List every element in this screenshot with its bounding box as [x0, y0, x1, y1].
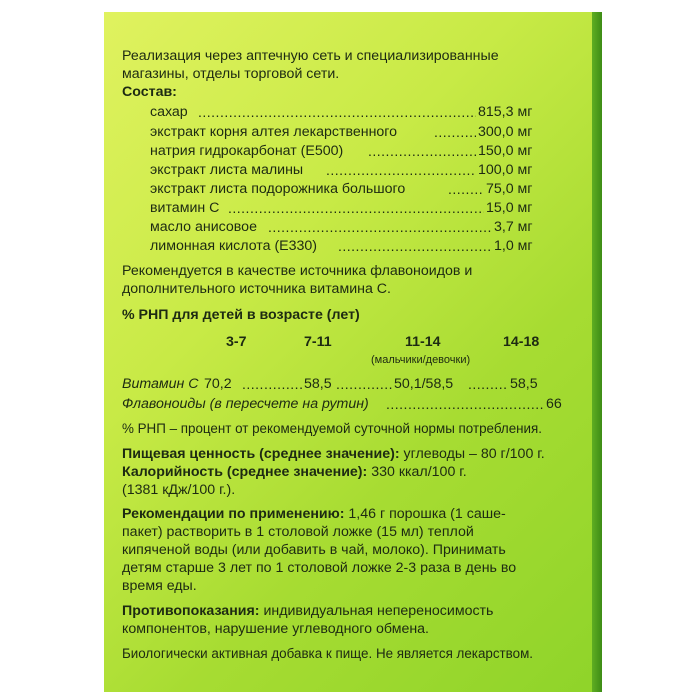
usage-line-2: пакет) растворить в 1 столовой ложке (15 мл) теплой [122, 524, 474, 540]
leader-dots [228, 200, 484, 216]
usage-line-5: время еды. [122, 578, 197, 594]
vitamin-c-7-11: 58,5 [304, 376, 332, 392]
ingredient-amount: 3,7 мг [494, 219, 533, 235]
vitamin-c-label: Витамин С [122, 376, 199, 392]
usage-text: 1,46 г порошка (1 саше- [344, 506, 506, 522]
rnp-header: % РНП для детей в возрасте (лет) [122, 307, 360, 323]
leader-dots [242, 376, 302, 392]
usage-label: Рекомендации по применению: [122, 506, 345, 522]
ingredient-amount: 150,0 мг [478, 143, 533, 159]
ingredient-amount: 1,0 мг [494, 238, 533, 254]
nutrition-label: Пищевая ценность (среднее значение): [122, 446, 400, 462]
recommend-line-1: Рекомендуется в качестве источника флавоноидов и [122, 263, 473, 279]
ingredient-name: экстракт листа малины [150, 162, 304, 178]
calories-line [122, 464, 467, 480]
package-side-edge [592, 12, 602, 692]
leader-dots [448, 181, 484, 197]
intro-line-2: магазины, отделы торговой сети. [122, 66, 340, 82]
contra-line-1 [122, 603, 493, 619]
ingredient-amount: 300,0 мг [478, 124, 533, 140]
ingredient-name: лимонная кислота (Е330) [150, 238, 318, 254]
ingredient-amount: 100,0 мг [478, 162, 533, 178]
usage-line-1 [122, 506, 506, 522]
contra-label: Противопоказания: [122, 603, 260, 619]
rnp-note: % РНП – процент от рекомендуемой суточной нормы потребления. [122, 421, 543, 436]
leader-dots [434, 124, 476, 140]
nutrition-line [122, 446, 545, 462]
leader-dots [386, 396, 544, 412]
age-7-11: 7-11 [304, 334, 332, 350]
calories-line-2: (1381 кДж/100 г.). [122, 482, 236, 498]
calories-value: 330 ккал/100 г. [367, 464, 467, 480]
ingredient-name: масло анисовое [150, 219, 257, 235]
flavonoids-label: Флавоноиды (в пересчете на рутин) [122, 396, 369, 412]
ingredient-name: сахар [150, 104, 188, 120]
ingredient-name: экстракт корня алтея лекарственного [150, 124, 398, 140]
ingredient-name: экстракт листа подорожника большого [150, 181, 406, 197]
contra-text: индивидуальная непереносимость [259, 603, 494, 619]
ingredient-name: витамин С [150, 200, 220, 216]
age-14-18: 14-18 [503, 334, 540, 350]
leader-dots [338, 238, 492, 254]
ingredient-name: натрия гидрокарбонат (Е500) [150, 143, 344, 159]
ages-note: (мальчики/девочки) [371, 354, 471, 366]
age-11-14: 11-14 [405, 334, 441, 350]
vitamin-c-3-7: 70,2 [204, 376, 232, 392]
leader-dots [198, 104, 476, 120]
footer-note: Биологически активная добавка к пище. Не является лекарством. [122, 646, 534, 661]
vitamin-c-11-14: 50,1/58,5 [394, 376, 454, 392]
vitamin-c-14-18: 58,5 [510, 376, 538, 392]
composition-title: Состав: [122, 84, 177, 100]
recommend-line-2: дополнительного источника витамина С. [122, 281, 391, 297]
leader-dots [468, 376, 508, 392]
usage-line-4: детям старше 3 лет по 1 столовой ложке 2-3 раза в день во [122, 560, 517, 576]
ingredient-amount: 75,0 мг [486, 181, 533, 197]
usage-line-3: кипяченой воды (или добавить в чай, молоко). Принимать [122, 542, 506, 558]
leader-dots [368, 143, 476, 159]
age-3-7: 3-7 [226, 334, 247, 350]
nutrition-value: углеводы – 80 г/100 г. [399, 446, 545, 462]
ingredient-amount: 815,3 мг [478, 104, 533, 120]
calories-label: Калорийность (среднее значение): [122, 464, 368, 480]
intro-line-1: Реализация через аптечную сеть и специализированные [122, 48, 499, 64]
leader-dots [326, 162, 476, 178]
leader-dots [268, 219, 492, 235]
ingredient-amount: 15,0 мг [486, 200, 533, 216]
flavonoids-value: 66 [546, 396, 562, 412]
contra-line-2: компонентов, нарушение углеводного обмена. [122, 621, 430, 637]
leader-dots [336, 376, 392, 392]
